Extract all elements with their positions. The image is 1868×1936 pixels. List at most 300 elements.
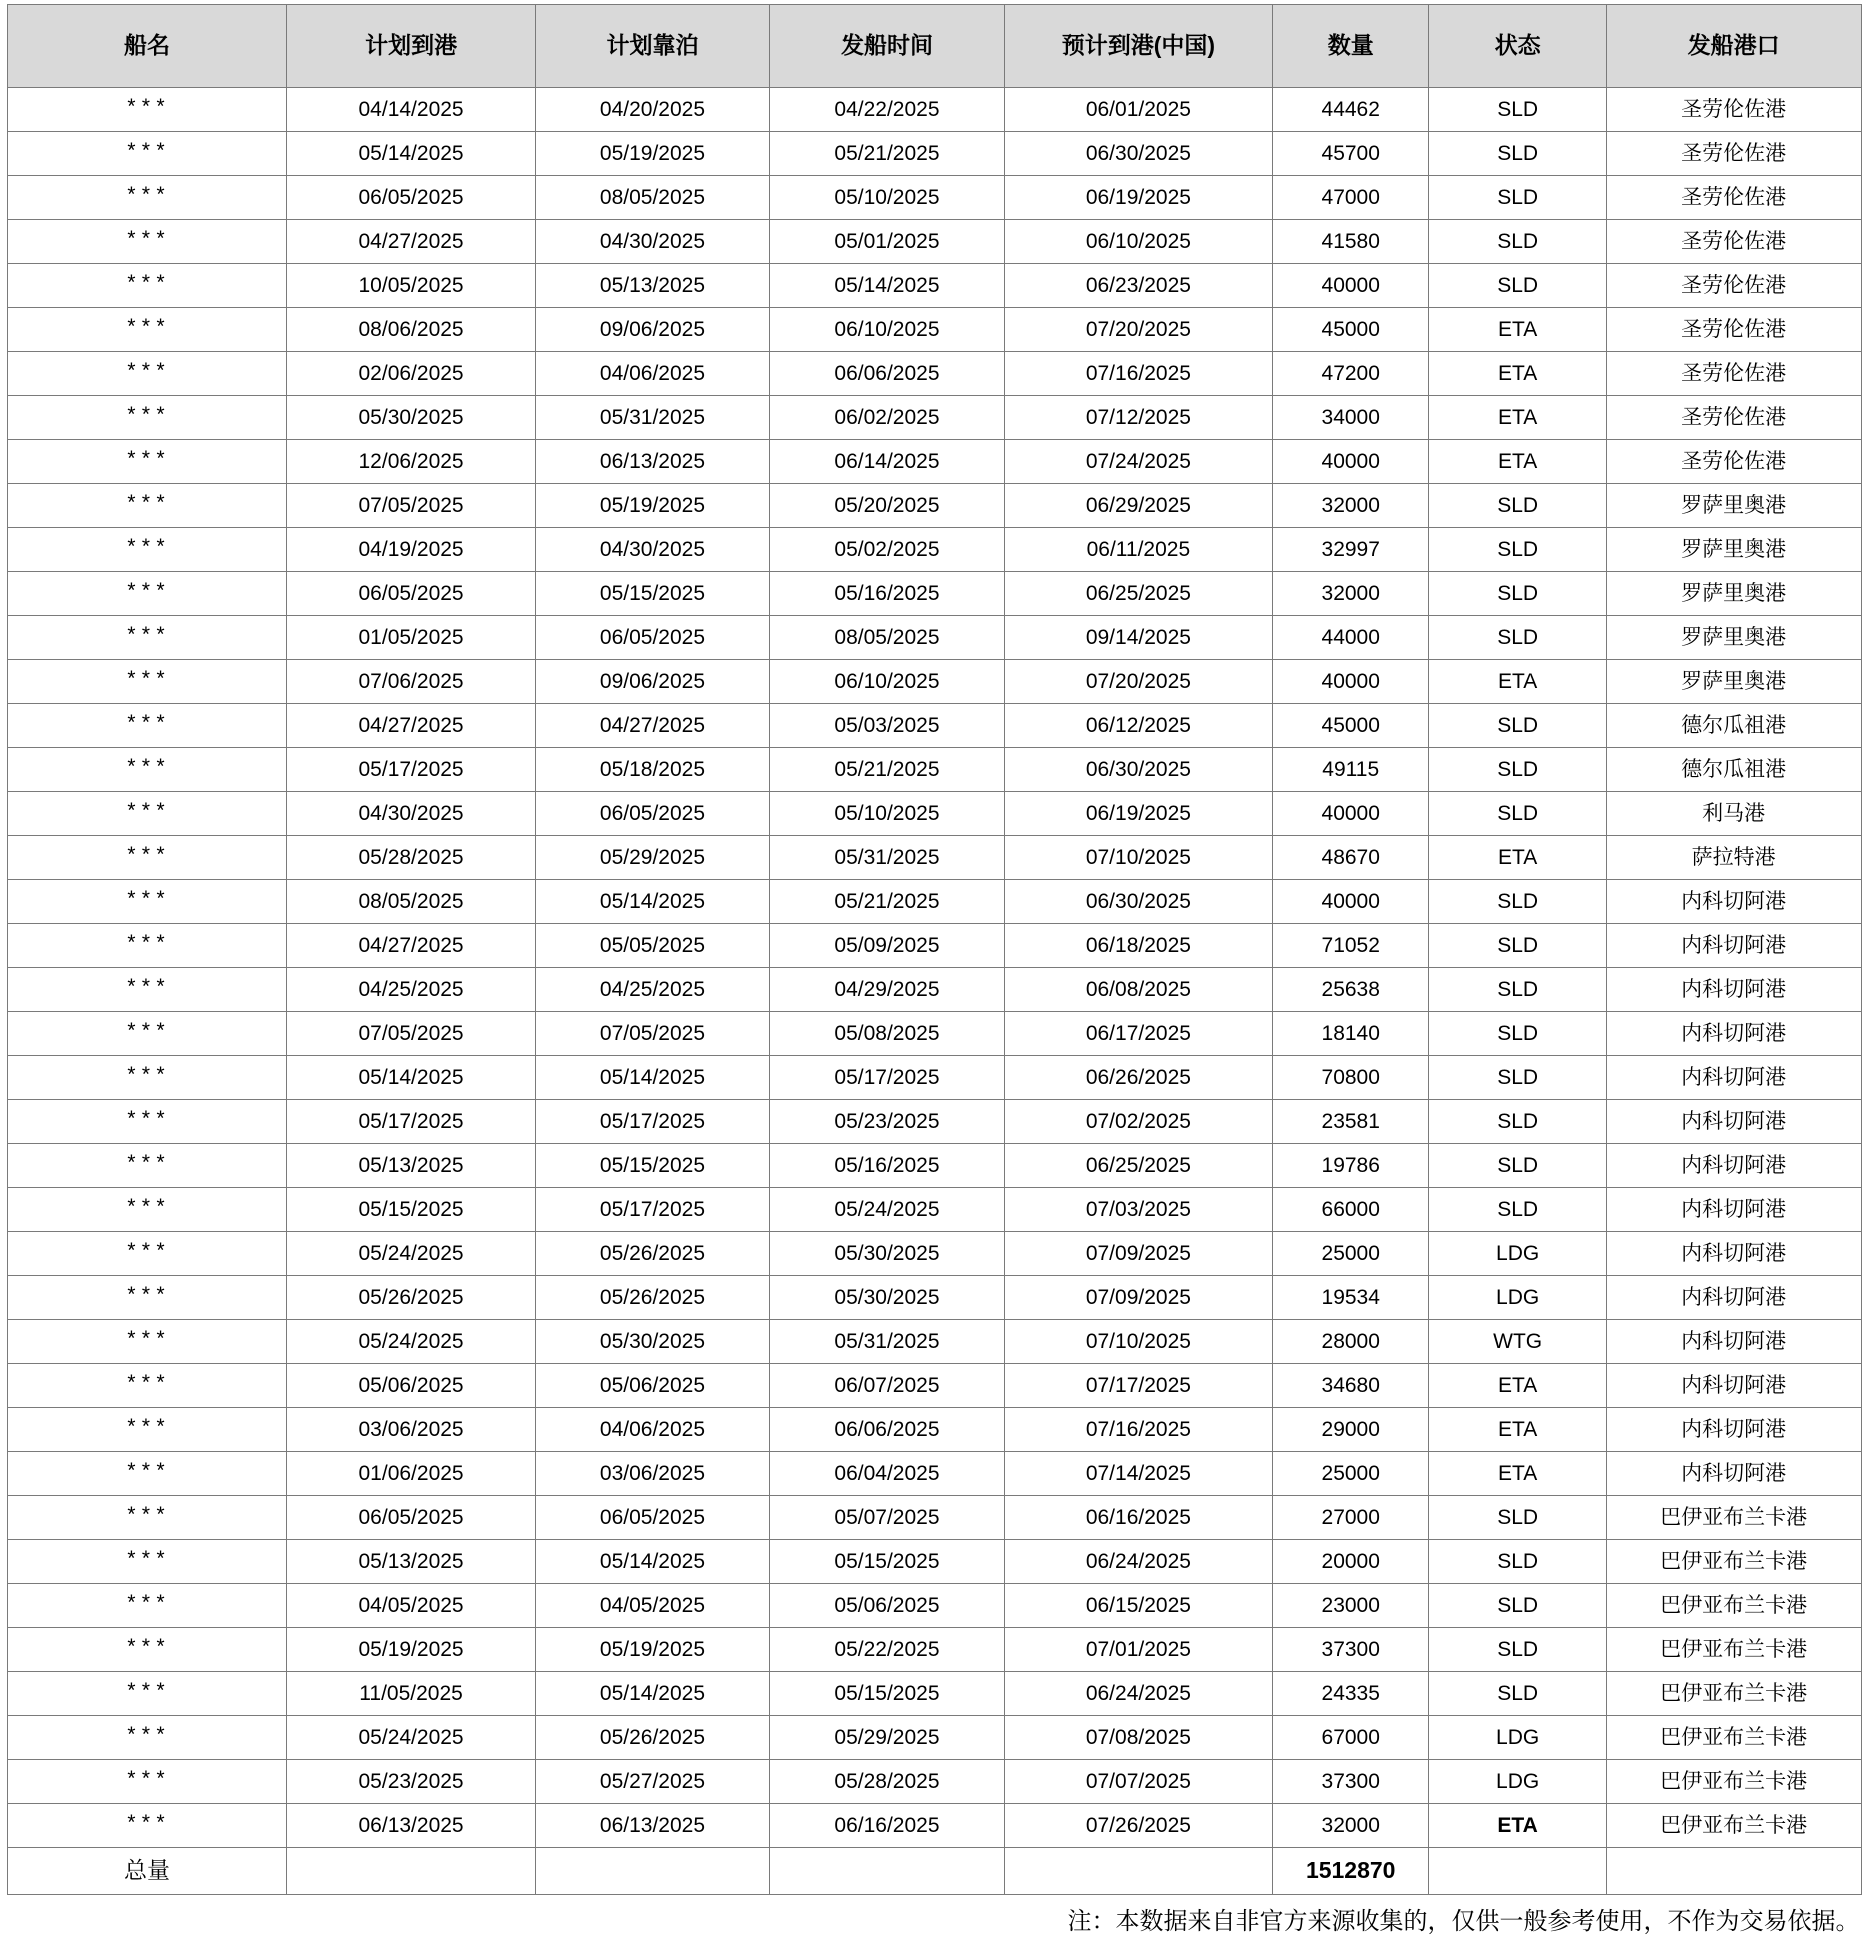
cell-status: ETA: [1429, 352, 1606, 396]
cell-vessel: ***: [7, 968, 287, 1012]
cell-status: ETA: [1429, 836, 1606, 880]
cell-planned-berth: 04/05/2025: [535, 1584, 770, 1628]
cell-eta-china: 06/18/2025: [1004, 924, 1272, 968]
cell-vessel: ***: [7, 1232, 287, 1276]
cell-eta-china: 07/01/2025: [1004, 1628, 1272, 1672]
cell-vessel: ***: [7, 748, 287, 792]
cell-eta-china: 06/29/2025: [1004, 484, 1272, 528]
shipping-schedule-table: [7, 4, 1862, 1895]
cell-departure-time: 05/20/2025: [770, 484, 1005, 528]
cell-departure-time: 05/30/2025: [770, 1232, 1005, 1276]
cell-quantity: 34680: [1273, 1364, 1429, 1408]
cell-vessel: ***: [7, 572, 287, 616]
cell-status: SLD: [1429, 1584, 1606, 1628]
cell-planned-berth: 06/05/2025: [535, 1496, 770, 1540]
cell-departure-time: 05/21/2025: [770, 132, 1005, 176]
cell-departure-port: 罗萨里奥港: [1606, 660, 1861, 704]
cell-eta-china: 06/26/2025: [1004, 1056, 1272, 1100]
cell-vessel: ***: [7, 352, 287, 396]
cell-departure-port: 利马港: [1606, 792, 1861, 836]
cell-planned-berth: 05/14/2025: [535, 1672, 770, 1716]
cell-planned-arrival: 05/15/2025: [287, 1188, 535, 1232]
cell-departure-port: 罗萨里奥港: [1606, 572, 1861, 616]
cell-quantity: 41580: [1273, 220, 1429, 264]
cell-vessel: ***: [7, 484, 287, 528]
cell-planned-arrival: 04/19/2025: [287, 528, 535, 572]
cell-vessel: ***: [7, 396, 287, 440]
cell-departure-time: 05/03/2025: [770, 704, 1005, 748]
cell-vessel: ***: [7, 1144, 287, 1188]
cell-departure-port: 罗萨里奥港: [1606, 616, 1861, 660]
cell-departure-time: 06/07/2025: [770, 1364, 1005, 1408]
column-header-status: 状态: [1429, 5, 1606, 88]
table-row: [7, 176, 1861, 220]
cell-planned-arrival: 06/05/2025: [287, 1496, 535, 1540]
cell-planned-berth: 05/14/2025: [535, 1056, 770, 1100]
cell-status: SLD: [1429, 1100, 1606, 1144]
cell-vessel: ***: [7, 1100, 287, 1144]
total-empty-2: [535, 1848, 770, 1895]
cell-departure-port: 内科切阿港: [1606, 1232, 1861, 1276]
cell-planned-arrival: 02/06/2025: [287, 352, 535, 396]
cell-departure-port: 内科切阿港: [1606, 1100, 1861, 1144]
cell-eta-china: 06/11/2025: [1004, 528, 1272, 572]
column-header-eta-china: 预计到港(中国): [1004, 5, 1272, 88]
cell-vessel: ***: [7, 1056, 287, 1100]
cell-planned-berth: 05/29/2025: [535, 836, 770, 880]
cell-quantity: 25638: [1273, 968, 1429, 1012]
cell-planned-arrival: 07/05/2025: [287, 1012, 535, 1056]
cell-departure-port: 内科切阿港: [1606, 1012, 1861, 1056]
cell-status: SLD: [1429, 264, 1606, 308]
cell-planned-berth: 09/06/2025: [535, 308, 770, 352]
cell-vessel: ***: [7, 616, 287, 660]
cell-departure-port: 巴伊亚布兰卡港: [1606, 1628, 1861, 1672]
cell-eta-china: 07/09/2025: [1004, 1232, 1272, 1276]
cell-eta-china: 06/10/2025: [1004, 220, 1272, 264]
cell-vessel: ***: [7, 528, 287, 572]
cell-departure-port: 巴伊亚布兰卡港: [1606, 1672, 1861, 1716]
cell-vessel: ***: [7, 1012, 287, 1056]
cell-departure-port: 圣劳伦佐港: [1606, 352, 1861, 396]
cell-status: SLD: [1429, 1540, 1606, 1584]
cell-planned-berth: 05/17/2025: [535, 1100, 770, 1144]
table-row: [7, 1056, 1861, 1100]
cell-planned-berth: 05/31/2025: [535, 396, 770, 440]
total-empty-6: [1606, 1848, 1861, 1895]
cell-planned-arrival: 05/24/2025: [287, 1320, 535, 1364]
cell-vessel: ***: [7, 836, 287, 880]
table-row: [7, 1672, 1861, 1716]
cell-quantity: 71052: [1273, 924, 1429, 968]
cell-planned-berth: 05/05/2025: [535, 924, 770, 968]
cell-departure-time: 05/31/2025: [770, 1320, 1005, 1364]
cell-planned-arrival: 04/27/2025: [287, 924, 535, 968]
cell-departure-time: 06/10/2025: [770, 660, 1005, 704]
cell-planned-berth: 06/05/2025: [535, 616, 770, 660]
cell-planned-arrival: 05/24/2025: [287, 1232, 535, 1276]
cell-eta-china: 06/23/2025: [1004, 264, 1272, 308]
table-row: [7, 704, 1861, 748]
table-row: [7, 616, 1861, 660]
cell-quantity: 45000: [1273, 704, 1429, 748]
cell-departure-port: 内科切阿港: [1606, 1276, 1861, 1320]
cell-departure-time: 06/02/2025: [770, 396, 1005, 440]
cell-planned-berth: 04/06/2025: [535, 352, 770, 396]
cell-planned-berth: 04/27/2025: [535, 704, 770, 748]
cell-status: SLD: [1429, 220, 1606, 264]
table-row: [7, 1584, 1861, 1628]
cell-departure-time: 05/30/2025: [770, 1276, 1005, 1320]
cell-vessel: ***: [7, 660, 287, 704]
cell-vessel: ***: [7, 1804, 287, 1848]
cell-planned-arrival: 06/13/2025: [287, 1804, 535, 1848]
table-row: [7, 1628, 1861, 1672]
cell-eta-china: 06/15/2025: [1004, 1584, 1272, 1628]
cell-eta-china: 07/07/2025: [1004, 1760, 1272, 1804]
cell-quantity: 37300: [1273, 1760, 1429, 1804]
cell-eta-china: 06/24/2025: [1004, 1540, 1272, 1584]
cell-quantity: 45700: [1273, 132, 1429, 176]
cell-departure-time: 05/14/2025: [770, 264, 1005, 308]
cell-status: SLD: [1429, 1496, 1606, 1540]
cell-vessel: ***: [7, 1716, 287, 1760]
cell-vessel: ***: [7, 308, 287, 352]
total-empty-5: [1429, 1848, 1606, 1895]
cell-eta-china: 06/30/2025: [1004, 132, 1272, 176]
cell-planned-berth: 05/14/2025: [535, 880, 770, 924]
cell-planned-arrival: 12/06/2025: [287, 440, 535, 484]
cell-departure-port: 内科切阿港: [1606, 1188, 1861, 1232]
cell-departure-time: 05/01/2025: [770, 220, 1005, 264]
cell-departure-time: 06/16/2025: [770, 1804, 1005, 1848]
cell-departure-port: 内科切阿港: [1606, 1452, 1861, 1496]
cell-vessel: ***: [7, 1408, 287, 1452]
table-row: [7, 880, 1861, 924]
cell-status: SLD: [1429, 1672, 1606, 1716]
table-row: [7, 440, 1861, 484]
cell-departure-port: 圣劳伦佐港: [1606, 88, 1861, 132]
table-row: [7, 1188, 1861, 1232]
cell-status: SLD: [1429, 572, 1606, 616]
cell-planned-berth: 04/25/2025: [535, 968, 770, 1012]
cell-vessel: ***: [7, 220, 287, 264]
table-row: [7, 352, 1861, 396]
cell-quantity: 19534: [1273, 1276, 1429, 1320]
cell-planned-berth: 08/05/2025: [535, 176, 770, 220]
cell-status: SLD: [1429, 1188, 1606, 1232]
cell-departure-port: 内科切阿港: [1606, 1364, 1861, 1408]
column-header-departure-port: 发船港口: [1606, 5, 1861, 88]
cell-status: SLD: [1429, 748, 1606, 792]
cell-departure-time: 05/08/2025: [770, 1012, 1005, 1056]
cell-status: SLD: [1429, 176, 1606, 220]
table-row: [7, 88, 1861, 132]
table-row: [7, 1452, 1861, 1496]
cell-status: SLD: [1429, 1012, 1606, 1056]
cell-quantity: 44000: [1273, 616, 1429, 660]
cell-departure-port: 内科切阿港: [1606, 924, 1861, 968]
cell-quantity: 47000: [1273, 176, 1429, 220]
cell-departure-port: 巴伊亚布兰卡港: [1606, 1540, 1861, 1584]
cell-eta-china: 06/30/2025: [1004, 748, 1272, 792]
cell-quantity: 32000: [1273, 484, 1429, 528]
cell-eta-china: 07/20/2025: [1004, 660, 1272, 704]
table-row: [7, 1804, 1861, 1848]
disclaimer-note: 注：本数据来自非官方来源收集的，仅供一般参考使用，不作为交易依据。: [1067, 1908, 1860, 1935]
cell-planned-berth: 05/15/2025: [535, 1144, 770, 1188]
cell-quantity: 32997: [1273, 528, 1429, 572]
cell-eta-china: 07/16/2025: [1004, 352, 1272, 396]
cell-departure-port: 巴伊亚布兰卡港: [1606, 1496, 1861, 1540]
cell-departure-port: 圣劳伦佐港: [1606, 264, 1861, 308]
cell-status: LDG: [1429, 1716, 1606, 1760]
cell-status: ETA: [1429, 308, 1606, 352]
cell-departure-port: 德尔瓜祖港: [1606, 748, 1861, 792]
table-row: [7, 1144, 1861, 1188]
cell-planned-berth: 09/06/2025: [535, 660, 770, 704]
cell-departure-time: 06/14/2025: [770, 440, 1005, 484]
table-row: [7, 1232, 1861, 1276]
table-header: [7, 5, 1861, 88]
table-row: [7, 1540, 1861, 1584]
cell-planned-berth: 06/05/2025: [535, 792, 770, 836]
cell-planned-arrival: 08/06/2025: [287, 308, 535, 352]
cell-planned-arrival: 05/19/2025: [287, 1628, 535, 1672]
cell-departure-port: 内科切阿港: [1606, 1144, 1861, 1188]
cell-quantity: 66000: [1273, 1188, 1429, 1232]
cell-departure-port: 圣劳伦佐港: [1606, 440, 1861, 484]
total-empty-4: [1004, 1848, 1272, 1895]
cell-quantity: 18140: [1273, 1012, 1429, 1056]
cell-departure-port: 圣劳伦佐港: [1606, 396, 1861, 440]
cell-departure-time: 04/29/2025: [770, 968, 1005, 1012]
cell-departure-port: 内科切阿港: [1606, 1408, 1861, 1452]
cell-eta-china: 07/08/2025: [1004, 1716, 1272, 1760]
cell-planned-berth: 05/15/2025: [535, 572, 770, 616]
table-row: [7, 1716, 1861, 1760]
cell-planned-arrival: 04/27/2025: [287, 220, 535, 264]
cell-eta-china: 07/12/2025: [1004, 396, 1272, 440]
cell-departure-time: 05/29/2025: [770, 1716, 1005, 1760]
cell-eta-china: 07/03/2025: [1004, 1188, 1272, 1232]
cell-departure-time: 05/17/2025: [770, 1056, 1005, 1100]
cell-departure-port: 圣劳伦佐港: [1606, 132, 1861, 176]
table-row: [7, 1012, 1861, 1056]
table-row: [7, 572, 1861, 616]
cell-departure-port: 萨拉特港: [1606, 836, 1861, 880]
column-header-vessel: 船名: [7, 5, 287, 88]
cell-vessel: ***: [7, 1672, 287, 1716]
table-row: [7, 528, 1861, 572]
cell-status: ETA: [1429, 1452, 1606, 1496]
cell-planned-arrival: 11/05/2025: [287, 1672, 535, 1716]
cell-departure-time: 05/31/2025: [770, 836, 1005, 880]
cell-planned-arrival: 04/14/2025: [287, 88, 535, 132]
table-row: [7, 1276, 1861, 1320]
cell-departure-time: 06/10/2025: [770, 308, 1005, 352]
cell-eta-china: 06/08/2025: [1004, 968, 1272, 1012]
total-label: 总量: [7, 1848, 287, 1895]
cell-departure-time: 05/16/2025: [770, 572, 1005, 616]
cell-status: SLD: [1429, 968, 1606, 1012]
cell-eta-china: 07/10/2025: [1004, 836, 1272, 880]
cell-planned-berth: 05/18/2025: [535, 748, 770, 792]
cell-planned-berth: 05/26/2025: [535, 1232, 770, 1276]
cell-eta-china: 06/12/2025: [1004, 704, 1272, 748]
cell-planned-arrival: 05/14/2025: [287, 132, 535, 176]
cell-planned-berth: 05/27/2025: [535, 1760, 770, 1804]
cell-vessel: ***: [7, 1364, 287, 1408]
cell-quantity: 27000: [1273, 1496, 1429, 1540]
cell-departure-time: 05/21/2025: [770, 748, 1005, 792]
cell-status: SLD: [1429, 924, 1606, 968]
cell-planned-arrival: 05/30/2025: [287, 396, 535, 440]
cell-planned-arrival: 05/23/2025: [287, 1760, 535, 1804]
table-row: [7, 660, 1861, 704]
cell-departure-port: 圣劳伦佐港: [1606, 176, 1861, 220]
table-row: [7, 1408, 1861, 1452]
cell-vessel: ***: [7, 792, 287, 836]
cell-planned-arrival: 05/06/2025: [287, 1364, 535, 1408]
cell-departure-port: 巴伊亚布兰卡港: [1606, 1584, 1861, 1628]
cell-departure-port: 巴伊亚布兰卡港: [1606, 1716, 1861, 1760]
table-row: [7, 132, 1861, 176]
cell-planned-arrival: 01/05/2025: [287, 616, 535, 660]
cell-quantity: 29000: [1273, 1408, 1429, 1452]
cell-departure-time: 08/05/2025: [770, 616, 1005, 660]
cell-vessel: ***: [7, 1452, 287, 1496]
cell-departure-port: 圣劳伦佐港: [1606, 220, 1861, 264]
table-row: [7, 396, 1861, 440]
cell-planned-berth: 04/30/2025: [535, 528, 770, 572]
cell-departure-time: 05/28/2025: [770, 1760, 1005, 1804]
cell-planned-arrival: 06/05/2025: [287, 176, 535, 220]
table-row: [7, 484, 1861, 528]
cell-eta-china: 07/14/2025: [1004, 1452, 1272, 1496]
cell-planned-berth: 05/30/2025: [535, 1320, 770, 1364]
cell-departure-port: 内科切阿港: [1606, 1320, 1861, 1364]
table-row: [7, 1100, 1861, 1144]
cell-planned-arrival: 05/13/2025: [287, 1144, 535, 1188]
cell-eta-china: 06/25/2025: [1004, 572, 1272, 616]
cell-status: ETA: [1429, 1804, 1606, 1848]
cell-planned-berth: 05/19/2025: [535, 1628, 770, 1672]
cell-departure-time: 05/24/2025: [770, 1188, 1005, 1232]
cell-departure-time: 05/21/2025: [770, 880, 1005, 924]
table-row: [7, 308, 1861, 352]
cell-planned-arrival: 05/24/2025: [287, 1716, 535, 1760]
cell-planned-arrival: 05/26/2025: [287, 1276, 535, 1320]
cell-quantity: 44462: [1273, 88, 1429, 132]
cell-planned-berth: 06/13/2025: [535, 440, 770, 484]
column-header-quantity: 数量: [1273, 5, 1429, 88]
cell-departure-time: 05/10/2025: [770, 792, 1005, 836]
total-quantity: 1512870: [1273, 1848, 1429, 1895]
cell-eta-china: 07/09/2025: [1004, 1276, 1272, 1320]
cell-status: ETA: [1429, 440, 1606, 484]
cell-planned-berth: 05/26/2025: [535, 1716, 770, 1760]
cell-planned-arrival: 04/05/2025: [287, 1584, 535, 1628]
table-row: [7, 836, 1861, 880]
cell-quantity: 34000: [1273, 396, 1429, 440]
cell-planned-berth: 06/13/2025: [535, 1804, 770, 1848]
cell-quantity: 40000: [1273, 880, 1429, 924]
cell-status: SLD: [1429, 1056, 1606, 1100]
cell-quantity: 23581: [1273, 1100, 1429, 1144]
table-row: [7, 792, 1861, 836]
cell-planned-berth: 05/13/2025: [535, 264, 770, 308]
cell-quantity: 32000: [1273, 1804, 1429, 1848]
cell-planned-arrival: 05/13/2025: [287, 1540, 535, 1584]
cell-quantity: 25000: [1273, 1232, 1429, 1276]
cell-departure-time: 06/06/2025: [770, 1408, 1005, 1452]
table-footer: [7, 1848, 1861, 1895]
cell-planned-arrival: 05/14/2025: [287, 1056, 535, 1100]
cell-departure-time: 05/15/2025: [770, 1540, 1005, 1584]
cell-departure-time: 06/04/2025: [770, 1452, 1005, 1496]
table-row: [7, 1496, 1861, 1540]
cell-vessel: ***: [7, 1276, 287, 1320]
total-row: [7, 1848, 1861, 1895]
cell-eta-china: 07/20/2025: [1004, 308, 1272, 352]
cell-status: WTG: [1429, 1320, 1606, 1364]
cell-eta-china: 09/14/2025: [1004, 616, 1272, 660]
cell-planned-arrival: 04/25/2025: [287, 968, 535, 1012]
cell-status: LDG: [1429, 1276, 1606, 1320]
cell-planned-berth: 05/17/2025: [535, 1188, 770, 1232]
cell-departure-port: 巴伊亚布兰卡港: [1606, 1804, 1861, 1848]
cell-eta-china: 06/24/2025: [1004, 1672, 1272, 1716]
cell-quantity: 70800: [1273, 1056, 1429, 1100]
cell-departure-time: 05/23/2025: [770, 1100, 1005, 1144]
cell-vessel: ***: [7, 440, 287, 484]
cell-status: SLD: [1429, 1144, 1606, 1188]
cell-eta-china: 06/19/2025: [1004, 792, 1272, 836]
cell-eta-china: 06/25/2025: [1004, 1144, 1272, 1188]
cell-quantity: 19786: [1273, 1144, 1429, 1188]
table-row: [7, 1320, 1861, 1364]
header-row: [7, 5, 1861, 88]
cell-planned-berth: 07/05/2025: [535, 1012, 770, 1056]
cell-vessel: ***: [7, 1496, 287, 1540]
cell-eta-china: 06/19/2025: [1004, 176, 1272, 220]
cell-departure-port: 内科切阿港: [1606, 880, 1861, 924]
cell-departure-time: 05/07/2025: [770, 1496, 1005, 1540]
cell-eta-china: 06/01/2025: [1004, 88, 1272, 132]
cell-departure-time: 05/02/2025: [770, 528, 1005, 572]
total-empty-3: [770, 1848, 1005, 1895]
cell-vessel: ***: [7, 132, 287, 176]
cell-eta-china: 06/30/2025: [1004, 880, 1272, 924]
cell-vessel: ***: [7, 1628, 287, 1672]
cell-status: SLD: [1429, 792, 1606, 836]
cell-quantity: 40000: [1273, 660, 1429, 704]
cell-planned-arrival: 07/05/2025: [287, 484, 535, 528]
table-row: [7, 1760, 1861, 1804]
cell-status: SLD: [1429, 132, 1606, 176]
cell-status: SLD: [1429, 704, 1606, 748]
cell-departure-time: 05/10/2025: [770, 176, 1005, 220]
cell-departure-port: 圣劳伦佐港: [1606, 308, 1861, 352]
cell-status: ETA: [1429, 660, 1606, 704]
cell-planned-berth: 05/19/2025: [535, 484, 770, 528]
table-row: [7, 748, 1861, 792]
cell-eta-china: 07/10/2025: [1004, 1320, 1272, 1364]
cell-vessel: ***: [7, 1188, 287, 1232]
cell-departure-time: 05/16/2025: [770, 1144, 1005, 1188]
cell-quantity: 20000: [1273, 1540, 1429, 1584]
